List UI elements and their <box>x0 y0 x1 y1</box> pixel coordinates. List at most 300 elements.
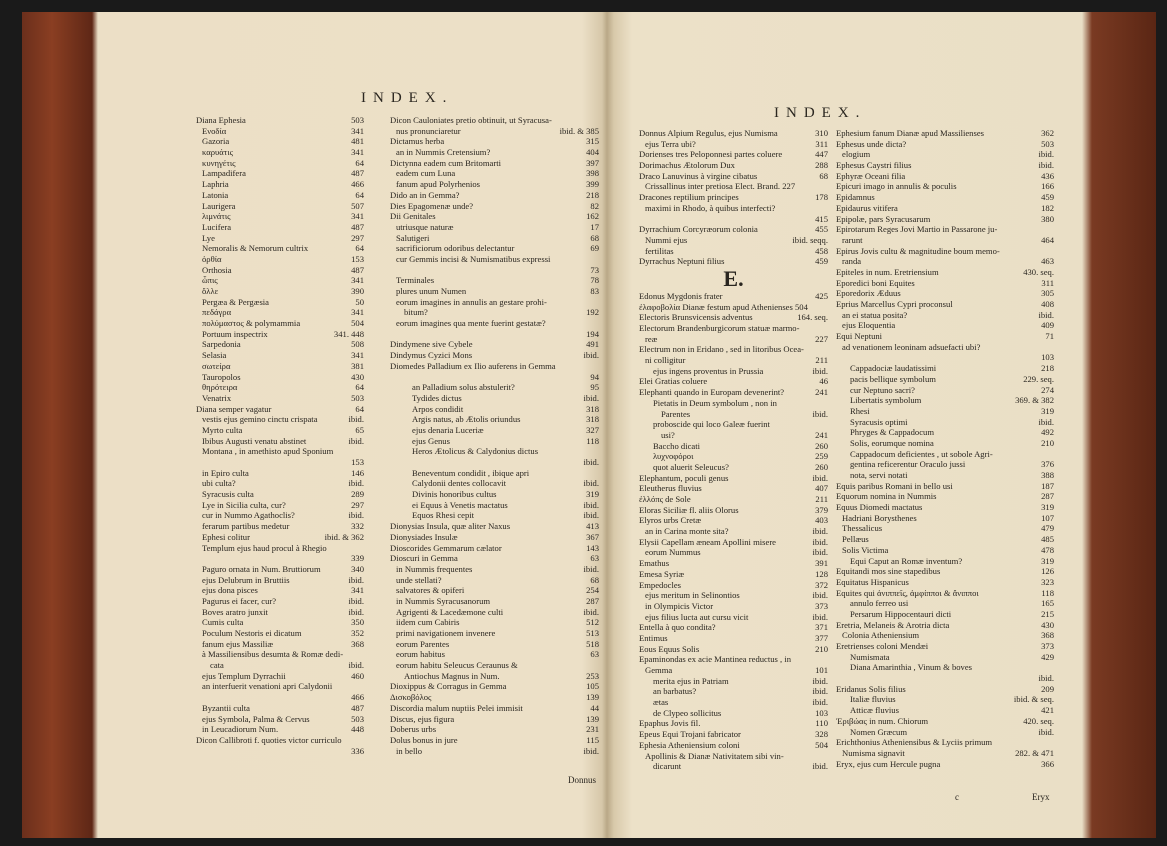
index-entry <box>196 179 364 190</box>
index-entry <box>836 256 1054 267</box>
index-entry-page-ref: 332 <box>351 521 364 532</box>
index-entry-term: eorum Nummus <box>645 547 701 558</box>
index-entry-term: Eous Equus Solis <box>639 643 700 654</box>
index-entry-term: Pergæa & Pergæsia <box>202 296 269 307</box>
index-entry-term: Cappadociæ laudatissimi <box>850 363 937 374</box>
index-entry-term: Ibibus Augusti venatu abstinet <box>202 435 307 446</box>
index-entry-page-ref: 430 <box>1041 619 1054 630</box>
index-entry <box>390 179 599 190</box>
index-entry-page-ref: 436 <box>1041 170 1054 181</box>
index-entry <box>836 395 1054 406</box>
index-entry <box>390 318 599 329</box>
index-entry-term: Pietatis in Deum symbolum , non in <box>653 397 777 408</box>
index-entry <box>639 526 828 537</box>
index-entry <box>836 556 1054 567</box>
index-entry-term: Eleutherus fluvius <box>639 483 702 494</box>
index-entry-term: Dicon Cauloniates pretio obtinuit, ut Syracusa- <box>390 115 552 125</box>
index-entry-term: Emathus <box>639 558 670 569</box>
index-entry-term: θηρότειρα <box>202 382 238 393</box>
index-entry-page-ref: 68 <box>590 232 599 243</box>
index-entry-page-ref: 447 <box>815 149 828 160</box>
index-entry <box>196 136 364 147</box>
index-entry-page-ref: ibid. <box>812 675 828 686</box>
index-entry <box>390 168 599 179</box>
index-entry <box>836 481 1054 492</box>
index-entry-page-ref: 241 <box>815 387 828 398</box>
index-entry-page-ref: 430. seq. <box>1023 266 1054 277</box>
index-entry-page-ref: 371 <box>815 622 828 633</box>
index-entry-page-ref: 82 <box>590 200 599 211</box>
index-entry-term: E. <box>723 265 744 291</box>
index-entry <box>196 639 364 650</box>
index-entry <box>639 761 828 772</box>
index-entry-page-ref: 318 <box>586 403 599 414</box>
index-entry <box>196 329 364 340</box>
index-entry <box>390 201 599 212</box>
left-page-header: INDEX. <box>361 90 454 106</box>
index-entry-term: Rhesi <box>850 405 870 416</box>
index-entry-page-ref: 464 <box>1041 234 1054 245</box>
index-entry <box>836 641 1054 652</box>
index-entry <box>639 387 828 398</box>
index-entry-term: dicarunt <box>653 761 682 772</box>
index-entry-page-ref: 118 <box>586 435 599 446</box>
index-entry-term: fanum ejus Massiliæ <box>202 638 274 649</box>
index-entry <box>390 254 599 265</box>
index-entry-page-ref: ibid. <box>812 526 828 537</box>
index-entry <box>836 630 1054 641</box>
index-entry <box>639 494 828 505</box>
index-entry <box>196 201 364 212</box>
index-entry <box>836 149 1054 160</box>
index-entry <box>836 716 1054 727</box>
index-entry-term: Diana semper vagatur <box>196 403 272 414</box>
index-entry-term: cata <box>210 660 224 671</box>
index-entry-term: elogium <box>842 149 871 160</box>
index-entry-page-ref: ibid. <box>348 606 364 617</box>
index-entry-page-ref: 466 <box>351 179 364 190</box>
index-entry-term: Elei Gratias coluere <box>639 376 708 387</box>
index-entry-page-ref: 194 <box>586 328 599 339</box>
index-entry-page-ref: 341 <box>351 307 364 318</box>
index-entry <box>639 334 828 345</box>
index-entry-page-ref: 227 <box>815 333 828 344</box>
index-entry-page-ref: 421 <box>1041 705 1054 716</box>
index-entry <box>836 737 1054 748</box>
index-entry-term: Apollinis & Dianæ Nativitatem sibi vin- <box>645 750 784 761</box>
index-entry-page-ref: 192 <box>586 307 599 318</box>
index-entry-term: eorum imagines qua mente fuerint gestatæ? <box>396 318 546 329</box>
index-entry-term: Eretrienses coloni Mendæi <box>836 641 929 651</box>
index-entry-page-ref: 126 <box>1041 566 1054 577</box>
index-entry <box>836 278 1054 289</box>
index-entry <box>390 211 599 222</box>
index-entry-term: Cumis culta <box>202 617 244 628</box>
index-entry-page-ref: 507 <box>351 200 364 211</box>
index-entry-term: λιμνάτις <box>202 211 231 222</box>
index-entry-term: proboscide qui loco Galeæ fuerint <box>653 419 770 430</box>
index-entry-term: ejus ingens proventus in Prussia <box>653 365 764 376</box>
index-entry-page-ref: 372 <box>815 579 828 590</box>
index-entry <box>196 233 364 244</box>
index-entry-term: Nomen Græcum <box>850 726 908 737</box>
index-entry-term: Nummi ejus <box>645 234 688 245</box>
index-entry <box>836 684 1054 695</box>
index-entry-page-ref: 404 <box>586 147 599 158</box>
index-entry-page-ref: ibid. <box>812 590 828 601</box>
index-entry <box>196 585 364 596</box>
index-entry-page-ref: 403 <box>815 515 828 526</box>
index-entry-term: ejus Delubrum in Bruttiis <box>202 574 290 585</box>
index-entry-page-ref: 415 <box>815 213 828 224</box>
index-entry-term: ὀρθία <box>202 253 222 264</box>
index-entry-term: in Nummis Syracusanorum <box>396 595 491 606</box>
index-entry <box>196 361 364 372</box>
index-entry-page-ref: ibid. <box>1038 673 1054 684</box>
index-entry-page-ref: ibid. <box>583 478 599 489</box>
index-entry <box>196 425 364 436</box>
index-entry-term: ejus Genus <box>412 435 450 446</box>
index-entry <box>639 547 828 558</box>
index-entry-term: Salutigeri <box>396 232 430 243</box>
index-entry <box>390 265 599 276</box>
index-entry <box>390 478 599 489</box>
index-entry-term: Arpos condidit <box>412 403 464 414</box>
index-entry-page-ref: 68 <box>819 170 828 181</box>
index-entry-term: Libertatis symbolum <box>850 395 922 406</box>
index-entry-page-ref: 46 <box>819 376 828 387</box>
index-entry-term: usi? <box>661 429 675 440</box>
index-entry-page-ref: 83 <box>590 286 599 296</box>
index-entry-page-ref: 369. & 382 <box>1015 395 1054 406</box>
index-entry <box>836 502 1054 513</box>
index-entry-term: Portuum inspectrix <box>202 328 268 339</box>
index-entry <box>639 366 828 377</box>
index-entry-term: Diana Ephesia <box>196 115 246 125</box>
index-entry <box>390 671 599 682</box>
right-index-column-2 <box>836 128 1054 769</box>
index-entry <box>836 417 1054 428</box>
index-entry-page-ref: 103 <box>1041 352 1054 363</box>
index-entry-term: fertilitas <box>645 245 674 256</box>
index-entry <box>196 339 364 350</box>
index-entry-page-ref: 71 <box>1045 331 1054 342</box>
index-entry <box>196 564 364 575</box>
index-entry <box>390 382 599 393</box>
index-entry <box>836 588 1054 599</box>
index-entry-page-ref: 398 <box>586 168 599 179</box>
index-entry <box>836 374 1054 385</box>
index-entry-page-ref: 162 <box>586 211 599 222</box>
index-entry <box>836 673 1054 684</box>
index-entry <box>836 513 1054 524</box>
index-entry <box>196 543 364 554</box>
index-entry <box>196 500 364 511</box>
index-entry <box>639 224 828 235</box>
index-entry <box>639 419 828 430</box>
index-entry-page-ref: 311 <box>815 138 828 149</box>
index-entry-term: Orthosia <box>202 264 232 275</box>
index-entry-page-ref: 340 <box>351 563 364 574</box>
index-entry-term: eadem cum Luna <box>396 168 456 179</box>
index-entry-term: ejus Templum Dyrrachii <box>202 670 286 681</box>
index-entry <box>196 222 364 233</box>
index-entry-term: Electrum non in Eridano , sed in litoribus Ocea- <box>639 344 804 355</box>
index-entry-page-ref: 448 <box>351 724 364 735</box>
index-entry <box>836 288 1054 299</box>
index-entry-term: Antiochus Magnus in Num. <box>404 670 500 681</box>
index-entry-page-ref: ibid. <box>812 547 828 558</box>
index-entry-page-ref: 310 <box>815 128 828 138</box>
index-entry-term: Elysii Capellam æneam Apollini misere <box>639 536 777 547</box>
index-entry-term: Atticæ fluvius <box>850 705 899 716</box>
index-entry <box>196 414 364 425</box>
index-entry-page-ref: 64 <box>355 403 364 414</box>
index-entry-term: Gazoria <box>202 136 230 147</box>
index-entry-page-ref: 287 <box>586 595 599 606</box>
index-entry-term: Lampadifera <box>202 168 246 179</box>
index-entry-page-ref: 318 <box>586 414 599 425</box>
left-index-column-1 <box>196 115 364 756</box>
index-entry-page-ref: ibid. <box>1038 309 1054 320</box>
index-entry <box>196 649 364 660</box>
index-entry-term: Diana Amarinthia , Vinum & boves <box>850 662 973 673</box>
index-entry-term: Epicuri imago in annulis & poculis <box>836 181 957 192</box>
index-entry <box>390 596 599 607</box>
index-entry <box>639 633 828 644</box>
index-entry-term: Eridanus Solis filius <box>836 683 906 694</box>
index-entry <box>390 617 599 628</box>
index-entry-page-ref: 260 <box>815 461 828 472</box>
index-entry <box>836 235 1054 246</box>
index-entry <box>639 376 828 387</box>
index-entry-term: primi navigationem invenere <box>396 628 496 638</box>
right-catchword: Eryx <box>1032 792 1050 802</box>
index-entry-term: Persarum Hippocentauri dicti <box>850 608 952 619</box>
index-entry-page-ref: ibid. seqq. <box>792 234 828 245</box>
index-entry-term: plures unum Numen <box>396 286 467 296</box>
index-entry-page-ref: 327 <box>586 424 599 435</box>
index-entry-term: Divinis honoribus cultus <box>412 489 497 500</box>
index-entry <box>390 158 599 169</box>
index-entry <box>196 372 364 383</box>
index-entry-term: Laphria <box>202 179 229 190</box>
index-entry-term: salvatores & opiferi <box>396 585 465 596</box>
index-entry <box>836 310 1054 321</box>
index-entry-page-ref: ibid. <box>812 761 828 772</box>
index-entry-term: ejus dona pisces <box>202 585 258 596</box>
index-entry <box>639 697 828 708</box>
index-entry-page-ref: 399 <box>586 179 599 190</box>
index-entry-page-ref: 218 <box>586 189 599 200</box>
index-entry-page-ref: 341 <box>351 350 364 361</box>
index-entry-term: Draco Lanuvinus à virgine cibatus <box>639 170 758 181</box>
index-entry-term: Elephanti quando in Europam devenerint? <box>639 387 785 398</box>
index-entry-term: annulo ferreo usi <box>850 598 909 609</box>
index-entry <box>836 320 1054 331</box>
index-entry <box>390 543 599 554</box>
index-entry <box>836 224 1054 235</box>
index-entry <box>836 427 1054 438</box>
index-entry-page-ref: 407 <box>815 483 828 494</box>
index-entry-term: Laurigera <box>202 200 236 211</box>
index-entry <box>390 275 599 286</box>
index-entry-term: eorum imagines in annulis an gestare prohi- <box>396 296 547 307</box>
index-entry-term: πολύμαστος & polymammia <box>202 318 301 329</box>
index-entry <box>390 436 599 447</box>
index-entry-page-ref: ibid. <box>1038 160 1054 171</box>
index-entry-page-ref: 341 <box>351 275 364 286</box>
index-entry-term: Venatrix <box>202 392 232 403</box>
index-entry-term: nota, servi notati <box>850 470 908 480</box>
index-entry-page-ref: 65 <box>355 424 364 435</box>
index-entry-page-ref: 110 <box>815 718 828 729</box>
index-entry-term: Epidaurus vitifera <box>836 202 898 213</box>
index-entry-page-ref: 368 <box>351 638 364 649</box>
index-entry <box>639 246 828 257</box>
index-entry-page-ref: ibid. <box>583 499 599 510</box>
index-entry-page-ref: 408 <box>1041 299 1054 309</box>
index-entry <box>639 139 828 150</box>
index-entry-term: Myrto culta <box>202 424 243 435</box>
index-entry <box>639 462 828 473</box>
index-entry-term: Pagurus ei facer, cur? <box>202 595 277 606</box>
index-entry-page-ref: 323 <box>1041 576 1054 587</box>
index-entry-page-ref: 289 <box>351 489 364 500</box>
index-entry-page-ref: ibid. <box>583 606 599 617</box>
index-entry-page-ref: ibid. <box>348 414 364 425</box>
index-entry-page-ref: 479 <box>1041 523 1054 534</box>
index-entry <box>390 425 599 436</box>
index-entry-page-ref: 211 <box>815 355 828 366</box>
index-entry-term: Δισκοβόλος <box>390 692 432 703</box>
index-entry <box>836 662 1054 673</box>
index-entry <box>196 660 364 671</box>
index-entry-page-ref: 64 <box>355 189 364 200</box>
index-entry-term: Calydonii dentes collocavit <box>412 478 507 489</box>
index-entry-page-ref: 413 <box>586 521 599 532</box>
index-entry <box>196 607 364 618</box>
index-entry <box>639 612 828 623</box>
index-entry <box>390 510 599 521</box>
index-entry-term: Electorum Brandenburgicorum statuæ marmo- <box>639 323 800 333</box>
index-entry <box>639 665 828 676</box>
index-entry-page-ref: 282. & 471 <box>1015 747 1054 758</box>
index-entry-page-ref: 328 <box>815 729 828 740</box>
index-entry-term: ejus filius lucta aut cursu vicit <box>645 611 749 622</box>
index-entry-term: Byzantii culta <box>202 702 250 713</box>
index-entry <box>390 553 599 564</box>
index-entry-term: Ἐριβώας in num. Chiorum <box>836 715 929 726</box>
left-index-column-2 <box>390 115 599 756</box>
index-entry-term: an Palladium solus abstulerit? <box>412 382 515 393</box>
index-entry-page-ref: 165 <box>1041 598 1054 609</box>
index-entry-term: Empedocles <box>639 579 681 590</box>
index-entry <box>390 532 599 543</box>
index-entry-page-ref: 503 <box>351 713 364 724</box>
index-entry-term: ejus Symbola, Palma & Cervus <box>202 713 310 724</box>
index-entry-term: Equi Caput an Romæ inventum? <box>850 555 963 566</box>
index-entry-term: Donnus Alpium Regulus, ejus Numisma <box>639 128 778 138</box>
index-entry <box>196 746 364 757</box>
index-entry-term: an in Nummis Cretensium? <box>396 147 491 158</box>
index-entry-term: Heros Ætolicus & Calydonius dictus <box>412 446 539 457</box>
index-entry-term: Selasia <box>202 350 227 361</box>
index-entry-page-ref: 229. seq. <box>1023 373 1054 384</box>
index-entry-term: Paguro ornata in Num. Bruttiorum <box>202 563 321 574</box>
index-entry <box>639 644 828 655</box>
index-entry-page-ref: 166 <box>1041 181 1054 192</box>
index-entry <box>390 233 599 244</box>
index-entry-page-ref: 458 <box>815 245 828 256</box>
index-entry-term: ubi culta? <box>202 478 236 489</box>
index-entry-term: à Massiliensibus desumta & Romæ dedi- <box>202 649 344 660</box>
index-entry-term: eorum habitu Seleucus Ceraunus & <box>396 660 518 671</box>
index-entry-page-ref: 210 <box>815 643 828 654</box>
index-entry <box>639 718 828 729</box>
index-entry-term: eorum habitus <box>396 649 445 660</box>
index-entry-term: πεδάγρα <box>202 307 232 318</box>
index-entry <box>196 617 364 628</box>
index-entry-page-ref: 373 <box>1041 641 1054 651</box>
index-entry-page-ref: ibid. <box>1038 726 1054 737</box>
index-entry-page-ref: 259 <box>815 451 828 462</box>
index-entry-page-ref: 182 <box>1041 202 1054 213</box>
index-entry <box>196 714 364 725</box>
index-entry-page-ref: 78 <box>590 275 599 286</box>
index-entry <box>390 404 599 415</box>
index-entry-term: in Olympicis Victor <box>645 600 714 611</box>
index-entry-term: ferarum partibus medetur <box>202 521 290 532</box>
index-entry-page-ref: 492 <box>1041 427 1054 438</box>
index-entry-term: eorum Parentes <box>396 638 450 649</box>
index-entry-term: Eryx, ejus cum Hercule pugna <box>836 758 941 769</box>
index-entry <box>836 181 1054 192</box>
index-entry-term: Dyrrachium Corcyræorum colonia <box>639 224 758 235</box>
index-entry-term: Dioscorides Gemmarum cælator <box>390 542 502 553</box>
index-entry-page-ref: 504 <box>815 739 828 750</box>
index-entry-term: Electoris Brunsvicensis adventus <box>639 312 753 323</box>
index-entry-page-ref: ibid. <box>812 365 828 376</box>
index-entry <box>390 521 599 532</box>
index-entry-page-ref: 487 <box>351 168 364 179</box>
index-entry-term: Dicon Callibroti f. quoties victor curriculo <box>196 734 342 745</box>
index-entry-page-ref: ibid. <box>583 350 599 361</box>
index-entry <box>196 126 364 137</box>
index-entry-term: Dorimachus Ætolorum Dux <box>639 160 735 171</box>
index-entry-page-ref: 209 <box>1041 683 1054 694</box>
index-entry-term: ἐλαφοβολία Dianæ festum apud Athenienses 504 <box>639 301 808 312</box>
index-entry <box>196 297 364 308</box>
index-entry <box>836 534 1054 545</box>
index-entry-page-ref: 352 <box>351 628 364 638</box>
index-entry-term: gentina reficerentur Oraculo jussi <box>850 459 966 470</box>
index-entry <box>390 115 599 126</box>
index-entry-page-ref: ibid. <box>583 392 599 403</box>
index-entry-page-ref: 73 <box>590 264 599 275</box>
index-entry <box>836 652 1054 663</box>
index-entry-term: fanum apud Polyrhenios <box>396 179 481 190</box>
index-entry-term: Epirotarum Reges Jovi Martio in Passarone ju- <box>836 224 998 235</box>
index-entry-term: pacis bellique symbolum <box>850 373 936 384</box>
index-entry <box>196 457 364 468</box>
index-entry-page-ref: 388 <box>1041 470 1054 480</box>
index-entry <box>196 532 364 543</box>
index-entry <box>836 705 1054 716</box>
index-entry <box>196 489 364 500</box>
index-entry <box>390 372 599 383</box>
index-entry-term: Elephantum, poculi genus <box>639 472 729 483</box>
